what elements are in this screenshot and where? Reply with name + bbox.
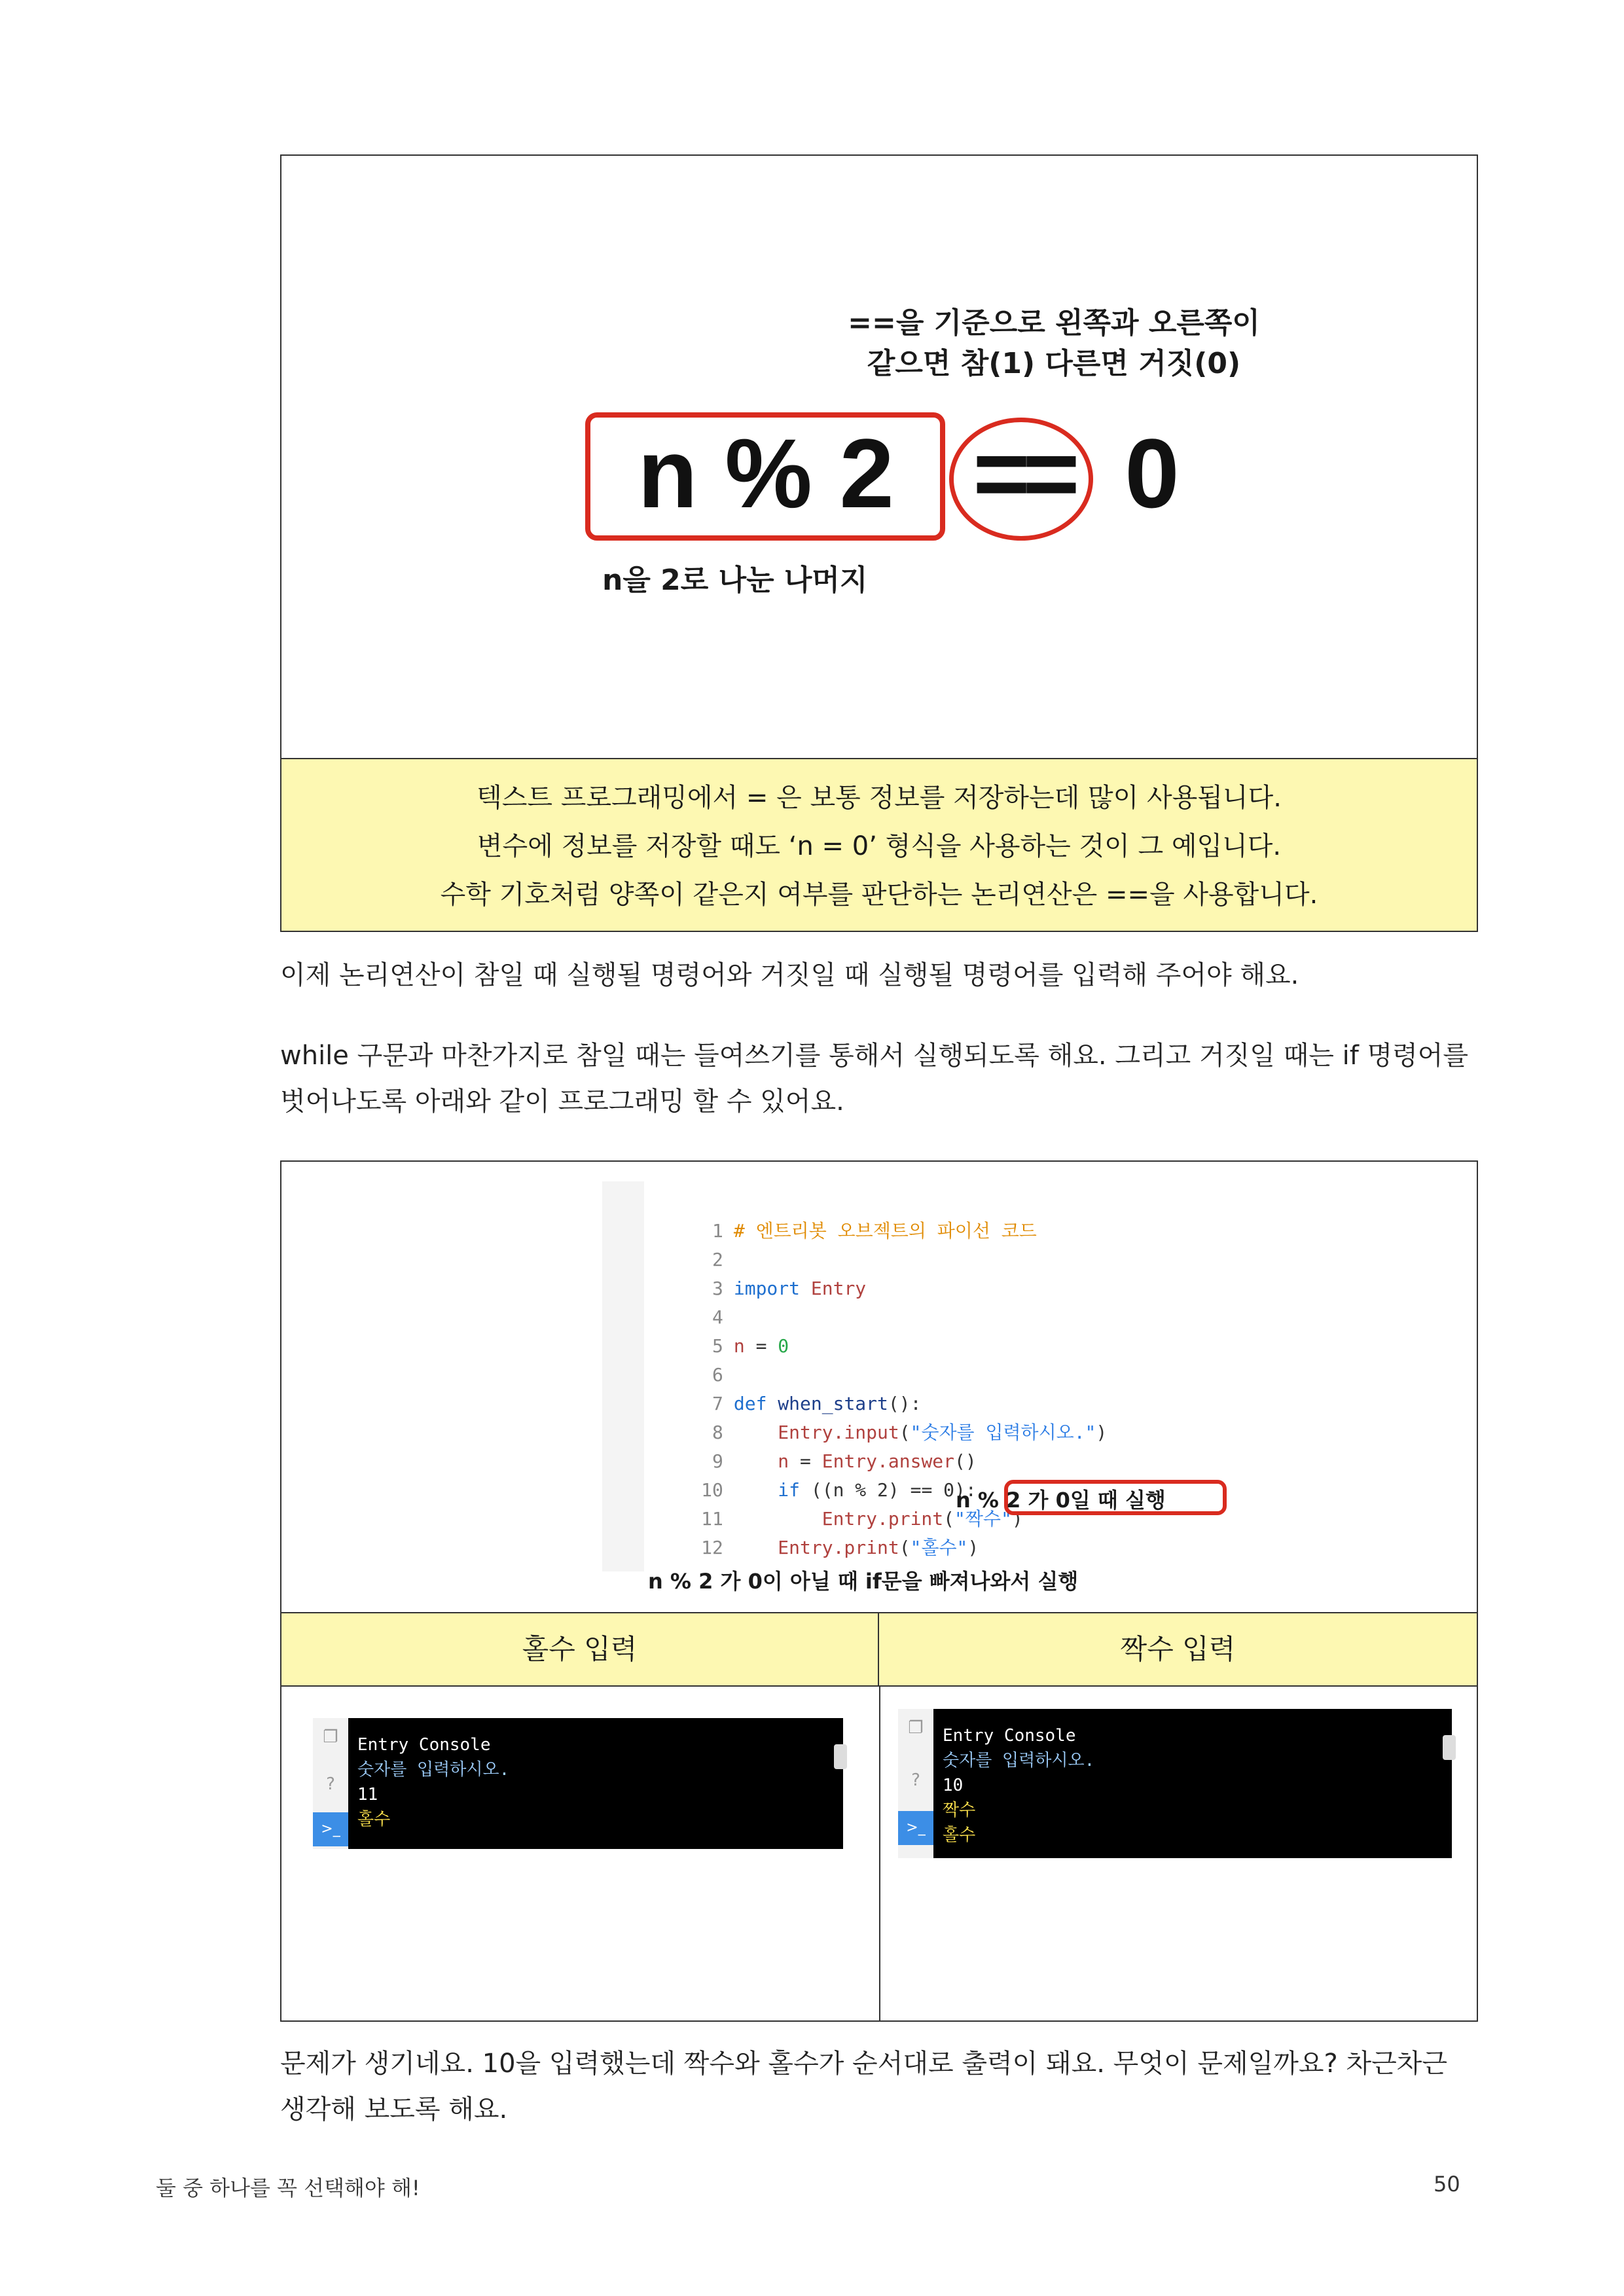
column-divider bbox=[879, 1687, 880, 2020]
help-icon: ? bbox=[326, 1774, 335, 1794]
code-keyword: if bbox=[733, 1479, 801, 1501]
code-operator: = bbox=[744, 1335, 778, 1357]
code-comment: # 엔트리봇 오브젝트의 파이선 코드 bbox=[733, 1220, 1037, 1242]
terminal-icon: >_ bbox=[898, 1811, 933, 1845]
code-line-1 bbox=[602, 1188, 1037, 1242]
line-number: 5 bbox=[712, 1335, 723, 1357]
line-number: 10 bbox=[701, 1479, 723, 1501]
console-input: 11 bbox=[357, 1785, 378, 1804]
remainder-label: n을 2로 나눈 나머지 bbox=[602, 564, 868, 597]
equality-note-line2: 같으면 참(1) 다른면 거짓(0) bbox=[867, 347, 1241, 380]
odd-input-header: 홀수 입력 bbox=[281, 1613, 879, 1687]
equality-note-line1: ==을 기준으로 왼쪽과 오른쪽이 bbox=[848, 306, 1260, 340]
code-keyword: import bbox=[733, 1278, 801, 1299]
console-even bbox=[898, 1709, 1452, 1858]
console-sidebar bbox=[898, 1709, 933, 1858]
line-number: 2 bbox=[712, 1249, 723, 1270]
code-string: "홀수" bbox=[910, 1537, 968, 1558]
object-icon: ❐ bbox=[323, 1727, 338, 1747]
line-number: 7 bbox=[712, 1393, 723, 1414]
console-output: 홀수 bbox=[357, 1810, 391, 1829]
figure-equality-operator bbox=[280, 154, 1478, 932]
code-punctuation: () bbox=[954, 1450, 977, 1472]
code-number: 0 bbox=[778, 1335, 789, 1357]
code-identifier: n bbox=[733, 1335, 745, 1357]
console-output: 짝수 bbox=[943, 1801, 976, 1820]
equality-diagram bbox=[281, 156, 1477, 758]
paragraph-logic-commands: 이제 논리연산이 참일 때 실행될 명령어와 거짓일 때 실행될 명령어를 입력해 주어야 해요. bbox=[280, 960, 1299, 990]
code-punctuation: ) bbox=[1096, 1422, 1108, 1443]
code-identifier: Entry.input bbox=[733, 1422, 899, 1443]
code-punctuation: ( bbox=[899, 1422, 911, 1443]
code-line-2 bbox=[602, 1217, 734, 1270]
code-punctuation: (): bbox=[888, 1393, 922, 1414]
console-title: Entry Console bbox=[357, 1735, 491, 1755]
line-number: 6 bbox=[712, 1364, 723, 1386]
console-odd bbox=[313, 1718, 843, 1849]
expression-text: n % 2 bbox=[638, 418, 894, 528]
line-number: 3 bbox=[712, 1278, 723, 1299]
line-number: 4 bbox=[712, 1306, 723, 1328]
line-number: 8 bbox=[712, 1422, 723, 1443]
line-number: 1 bbox=[712, 1220, 723, 1242]
console-output: 홀수 bbox=[943, 1825, 976, 1845]
line-number: 12 bbox=[701, 1537, 723, 1558]
code-condition: ((n % 2) == 0): bbox=[800, 1479, 977, 1501]
object-icon: ❐ bbox=[908, 1718, 924, 1738]
footer-chapter-title: 둘 중 하나를 꼭 선택해야 해! bbox=[156, 2176, 420, 2200]
code-string: "숫자를 입력하시오." bbox=[910, 1422, 1096, 1443]
equality-operator: == bbox=[973, 418, 1072, 528]
caption-line-3: 수학 기호처럼 양쪽이 같은지 여부를 판단하는 논리연산은 ==을 사용합니다. bbox=[440, 880, 1318, 910]
code-line-10 bbox=[602, 1447, 977, 1501]
help-icon: ? bbox=[911, 1770, 920, 1790]
code-identifier: Entry.print bbox=[733, 1508, 944, 1530]
console-input: 10 bbox=[943, 1776, 964, 1795]
console-prompt: 숫자를 입력하시오. bbox=[943, 1751, 1095, 1770]
code-line-3 bbox=[602, 1246, 867, 1299]
code-line-5 bbox=[602, 1303, 789, 1357]
terminal-icon: >_ bbox=[313, 1812, 348, 1846]
code-identifier: n bbox=[733, 1450, 789, 1472]
code-identifier: Entry bbox=[800, 1278, 867, 1299]
console-sidebar bbox=[313, 1718, 348, 1849]
page-number: 50 bbox=[1434, 2172, 1460, 2197]
figure-if-example bbox=[280, 1160, 1478, 2022]
note-false-branch: n % 2 가 0이 아닐 때 if문을 빠져나와서 실행 bbox=[648, 1569, 1079, 1594]
equality-note bbox=[818, 303, 1290, 384]
code-punctuation: ) bbox=[1011, 1508, 1023, 1530]
code-string: "짝수" bbox=[954, 1508, 1012, 1530]
line-number: 9 bbox=[712, 1450, 723, 1472]
caption-line-2: 변수에 정보를 저장할 때도 ‘n = 0’ 형식을 사용하는 것이 그 예입니다. bbox=[477, 831, 1282, 861]
code-punctuation: ) bbox=[967, 1537, 979, 1558]
code-example-area bbox=[281, 1162, 1477, 1613]
code-function-name: when_start bbox=[767, 1393, 888, 1414]
code-line-12 bbox=[602, 1505, 979, 1558]
paragraph-indentation: while 구문과 마찬가지로 참일 때는 들여쓰기를 통해서 실행되도록 해요. 그리고 거짓일 때는 if 명령어를 벗어나도록 아래와 같이 프로그래밍 할 수 있어요. bbox=[280, 1041, 1469, 1117]
paragraph-problem: 문제가 생기네요. 10을 입력했는데 짝수와 홀수가 순서대로 출력이 돼요. 무엇이 문제일까요? 차근차근 생각해 보도록 해요. bbox=[280, 2049, 1448, 2125]
note-true-branch: n % 2 가 0일 때 실행 bbox=[956, 1488, 1166, 1513]
console-collapse-handle[interactable] bbox=[1443, 1735, 1456, 1760]
code-identifier: Entry.answer bbox=[821, 1450, 955, 1472]
line-number: 11 bbox=[701, 1508, 723, 1530]
caption-line-1: 텍스트 프로그래밍에서 = 은 보통 정보를 저장하는데 많이 사용됩니다. bbox=[477, 783, 1282, 813]
even-input-header: 짝수 입력 bbox=[879, 1613, 1477, 1687]
figure1-caption bbox=[281, 758, 1477, 931]
code-operator: = bbox=[789, 1450, 822, 1472]
code-line-9 bbox=[602, 1418, 977, 1472]
console-prompt: 숫자를 입력하시오. bbox=[357, 1760, 510, 1780]
console-title: Entry Console bbox=[943, 1726, 1076, 1746]
code-punctuation: ( bbox=[943, 1508, 955, 1530]
code-line-8 bbox=[602, 1390, 1108, 1443]
code-line-7 bbox=[602, 1361, 922, 1414]
compare-value: 0 bbox=[1125, 418, 1180, 528]
console-collapse-handle[interactable] bbox=[834, 1744, 847, 1769]
code-punctuation: ( bbox=[899, 1537, 911, 1558]
code-identifier: Entry.print bbox=[733, 1537, 899, 1558]
code-line-4 bbox=[602, 1274, 734, 1328]
code-line-6 bbox=[602, 1332, 734, 1386]
code-keyword: def bbox=[733, 1393, 767, 1414]
